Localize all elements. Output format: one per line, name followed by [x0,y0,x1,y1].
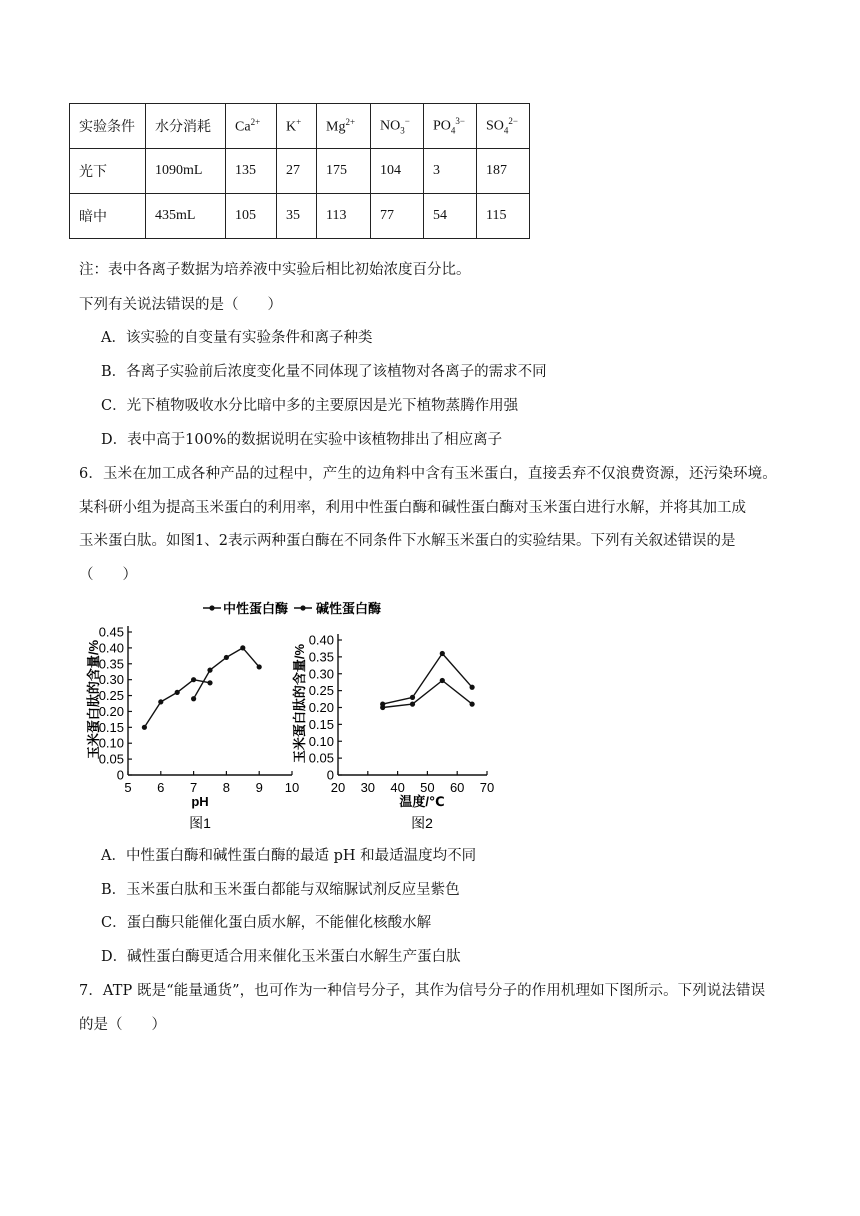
table-row [70,194,530,239]
x-tick-label: 5 [124,780,132,795]
x-tick-label: 40 [390,780,405,795]
q5-option-b: B．各离子实验前后浓度变化量不同体现了该植物对各离子的需求不同 [101,364,547,380]
table-cell: 35 [277,194,317,239]
y-tick-label: 0.25 [308,683,334,699]
table-cell: 187 [477,149,530,194]
data-point [470,702,475,707]
y-tick-label: 0.05 [98,751,124,767]
legend-label-alkaline: 碱性蛋白酶 [316,601,382,616]
x-tick-label: 7 [189,780,198,795]
data-point [410,702,415,707]
data-point [410,695,415,700]
figure-charts [0,590,560,840]
x-axis-label: 温度/℃ [399,794,445,809]
y-tick-label: 0 [326,767,334,783]
series-line-1 [383,681,472,708]
table-header: 水分消耗 [146,104,226,149]
data-point [224,655,229,660]
table-header: $Ca^{2+}$ [226,104,277,149]
figure-caption: 图1 [189,815,211,831]
y-tick-label: 0.10 [98,735,124,751]
table-header: 实验条件 [70,104,146,149]
y-tick-label: 0 [116,767,124,783]
legend-marker-neutral [209,605,214,610]
x-tick-label: 50 [420,780,435,795]
y-tick-label: 0.25 [98,688,124,704]
data-point [440,678,445,683]
question-7-line-2: 的是（ ） [79,1017,166,1033]
table-header: $PO_4^{3-}$ [424,104,477,149]
y-tick-label: 0.30 [308,666,334,682]
x-tick-label: 6 [157,780,165,795]
x-tick-label: 70 [479,780,495,795]
x-axis-label: pH [191,794,209,809]
legend-marker-alkaline [300,605,305,610]
table-header: K+ [277,104,317,149]
q6-option-a: A．中性蛋白酶和碱性蛋白酶的最适 pH 和最适温度均不同 [101,848,477,864]
table-cell: 135 [226,149,277,194]
data-point [470,685,475,690]
data-point [207,680,212,685]
y-tick-label: 0.35 [308,649,334,665]
table-cell: 77 [371,194,424,239]
table-header: $SO_4^{2-}$ [477,104,530,149]
table-row [70,149,530,194]
table-cell: 175 [317,149,371,194]
question-5-stem: 下列有关说法错误的是（ ） [79,297,282,313]
y-tick-label: 0.35 [98,656,124,672]
data-point [380,702,385,707]
q5-option-a: A．该实验的自变量有实验条件和离子种类 [101,330,373,346]
chart-legend [203,601,381,616]
data-point [158,699,163,704]
y-axis-label: 玉米蛋白肽的含量/% [86,639,101,760]
table-cell: 3 [424,149,477,194]
table-header: $Mg^{2+}$ [317,104,371,149]
y-tick-label: 0.30 [98,672,124,688]
y-tick-label: 0.45 [98,624,124,640]
table-cell: 54 [424,194,477,239]
table-header: $NO_3^-$ [371,104,424,149]
table-cell: 光下 [70,149,146,194]
chart-1 [86,625,299,832]
y-tick-label: 0.15 [98,719,124,735]
chart-2 [292,633,494,832]
table-cell: 暗中 [70,194,146,239]
table-cell: 104 [371,149,424,194]
y-tick-label: 0.10 [308,733,334,749]
figure-caption: 图2 [411,815,433,831]
series-line-2 [383,654,472,705]
table-cell: 115 [477,194,530,239]
x-tick-label: 10 [284,780,300,795]
data-point [257,664,262,669]
y-tick-label: 0.20 [98,703,124,719]
table-cell: 435mL [146,194,226,239]
q6-option-b: B．玉米蛋白肽和玉米蛋白都能与双缩脲试剂反应呈紫色 [101,882,460,898]
ion-table [69,103,530,239]
y-tick-label: 0.40 [98,640,124,656]
table-header-row [70,104,530,149]
question-6-line-2: 某科研小组为提高玉米蛋白的利用率，利用中性蛋白酶和碱性蛋白酶对玉米蛋白进行水解，并将其加工成 [79,500,746,516]
x-tick-label: 20 [330,780,346,795]
data-point [142,725,147,730]
y-tick-label: 0.15 [308,716,334,732]
x-tick-label: 9 [255,780,263,795]
table-cell: 27 [277,149,317,194]
x-tick-label: 30 [360,780,376,795]
x-tick-label: 8 [222,780,231,795]
question-6-line-3: 玉米蛋白肽。如图1、2表示两种蛋白酶在不同条件下水解玉米蛋白的实验结果。下列有关叙述错误的是 [79,533,736,549]
question-7-line-1: 7．ATP 既是“能量通货”，也可作为一种信号分子，其作为信号分子的作用机理如下图所示。下列说法错误 [79,983,766,999]
y-tick-label: 0.20 [308,700,334,715]
y-tick-label: 0.40 [308,632,334,648]
q5-option-d: D．表中高于100%的数据说明在实验中该植物排出了相应离子 [101,432,503,448]
q5-option-c: C．光下植物吸收水分比暗中多的主要原因是光下植物蒸腾作用强 [101,398,519,414]
data-point [191,677,196,682]
x-tick-label: 60 [449,780,465,795]
y-tick-label: 0.05 [308,750,334,766]
table-cell: 1090mL [146,149,226,194]
y-axis-label: 玉米蛋白肽的含量/% [292,643,307,764]
table-note: 注：表中各离子数据为培养液中实验后相比初始浓度百分比。 [79,262,471,278]
q6-option-c: C．蛋白酶只能催化蛋白质水解，不能催化核酸水解 [101,915,432,931]
question-6-line-1: 6．玉米在加工成各种产品的过程中，产生的边角料中含有玉米蛋白，直接丢弃不仅浪费资源，还污染环境。 [79,466,777,482]
data-point [440,651,445,656]
table-cell: 105 [226,194,277,239]
data-point [175,690,180,695]
table-cell: 113 [317,194,371,239]
data-point [240,645,245,650]
data-point [207,668,212,673]
q6-option-d: D．碱性蛋白酶更适合用来催化玉米蛋白水解生产蛋白肽 [101,949,461,965]
legend-label-neutral: 中性蛋白酶 [223,601,289,616]
question-6-line-4: （ ） [79,567,137,583]
data-point [191,696,196,701]
